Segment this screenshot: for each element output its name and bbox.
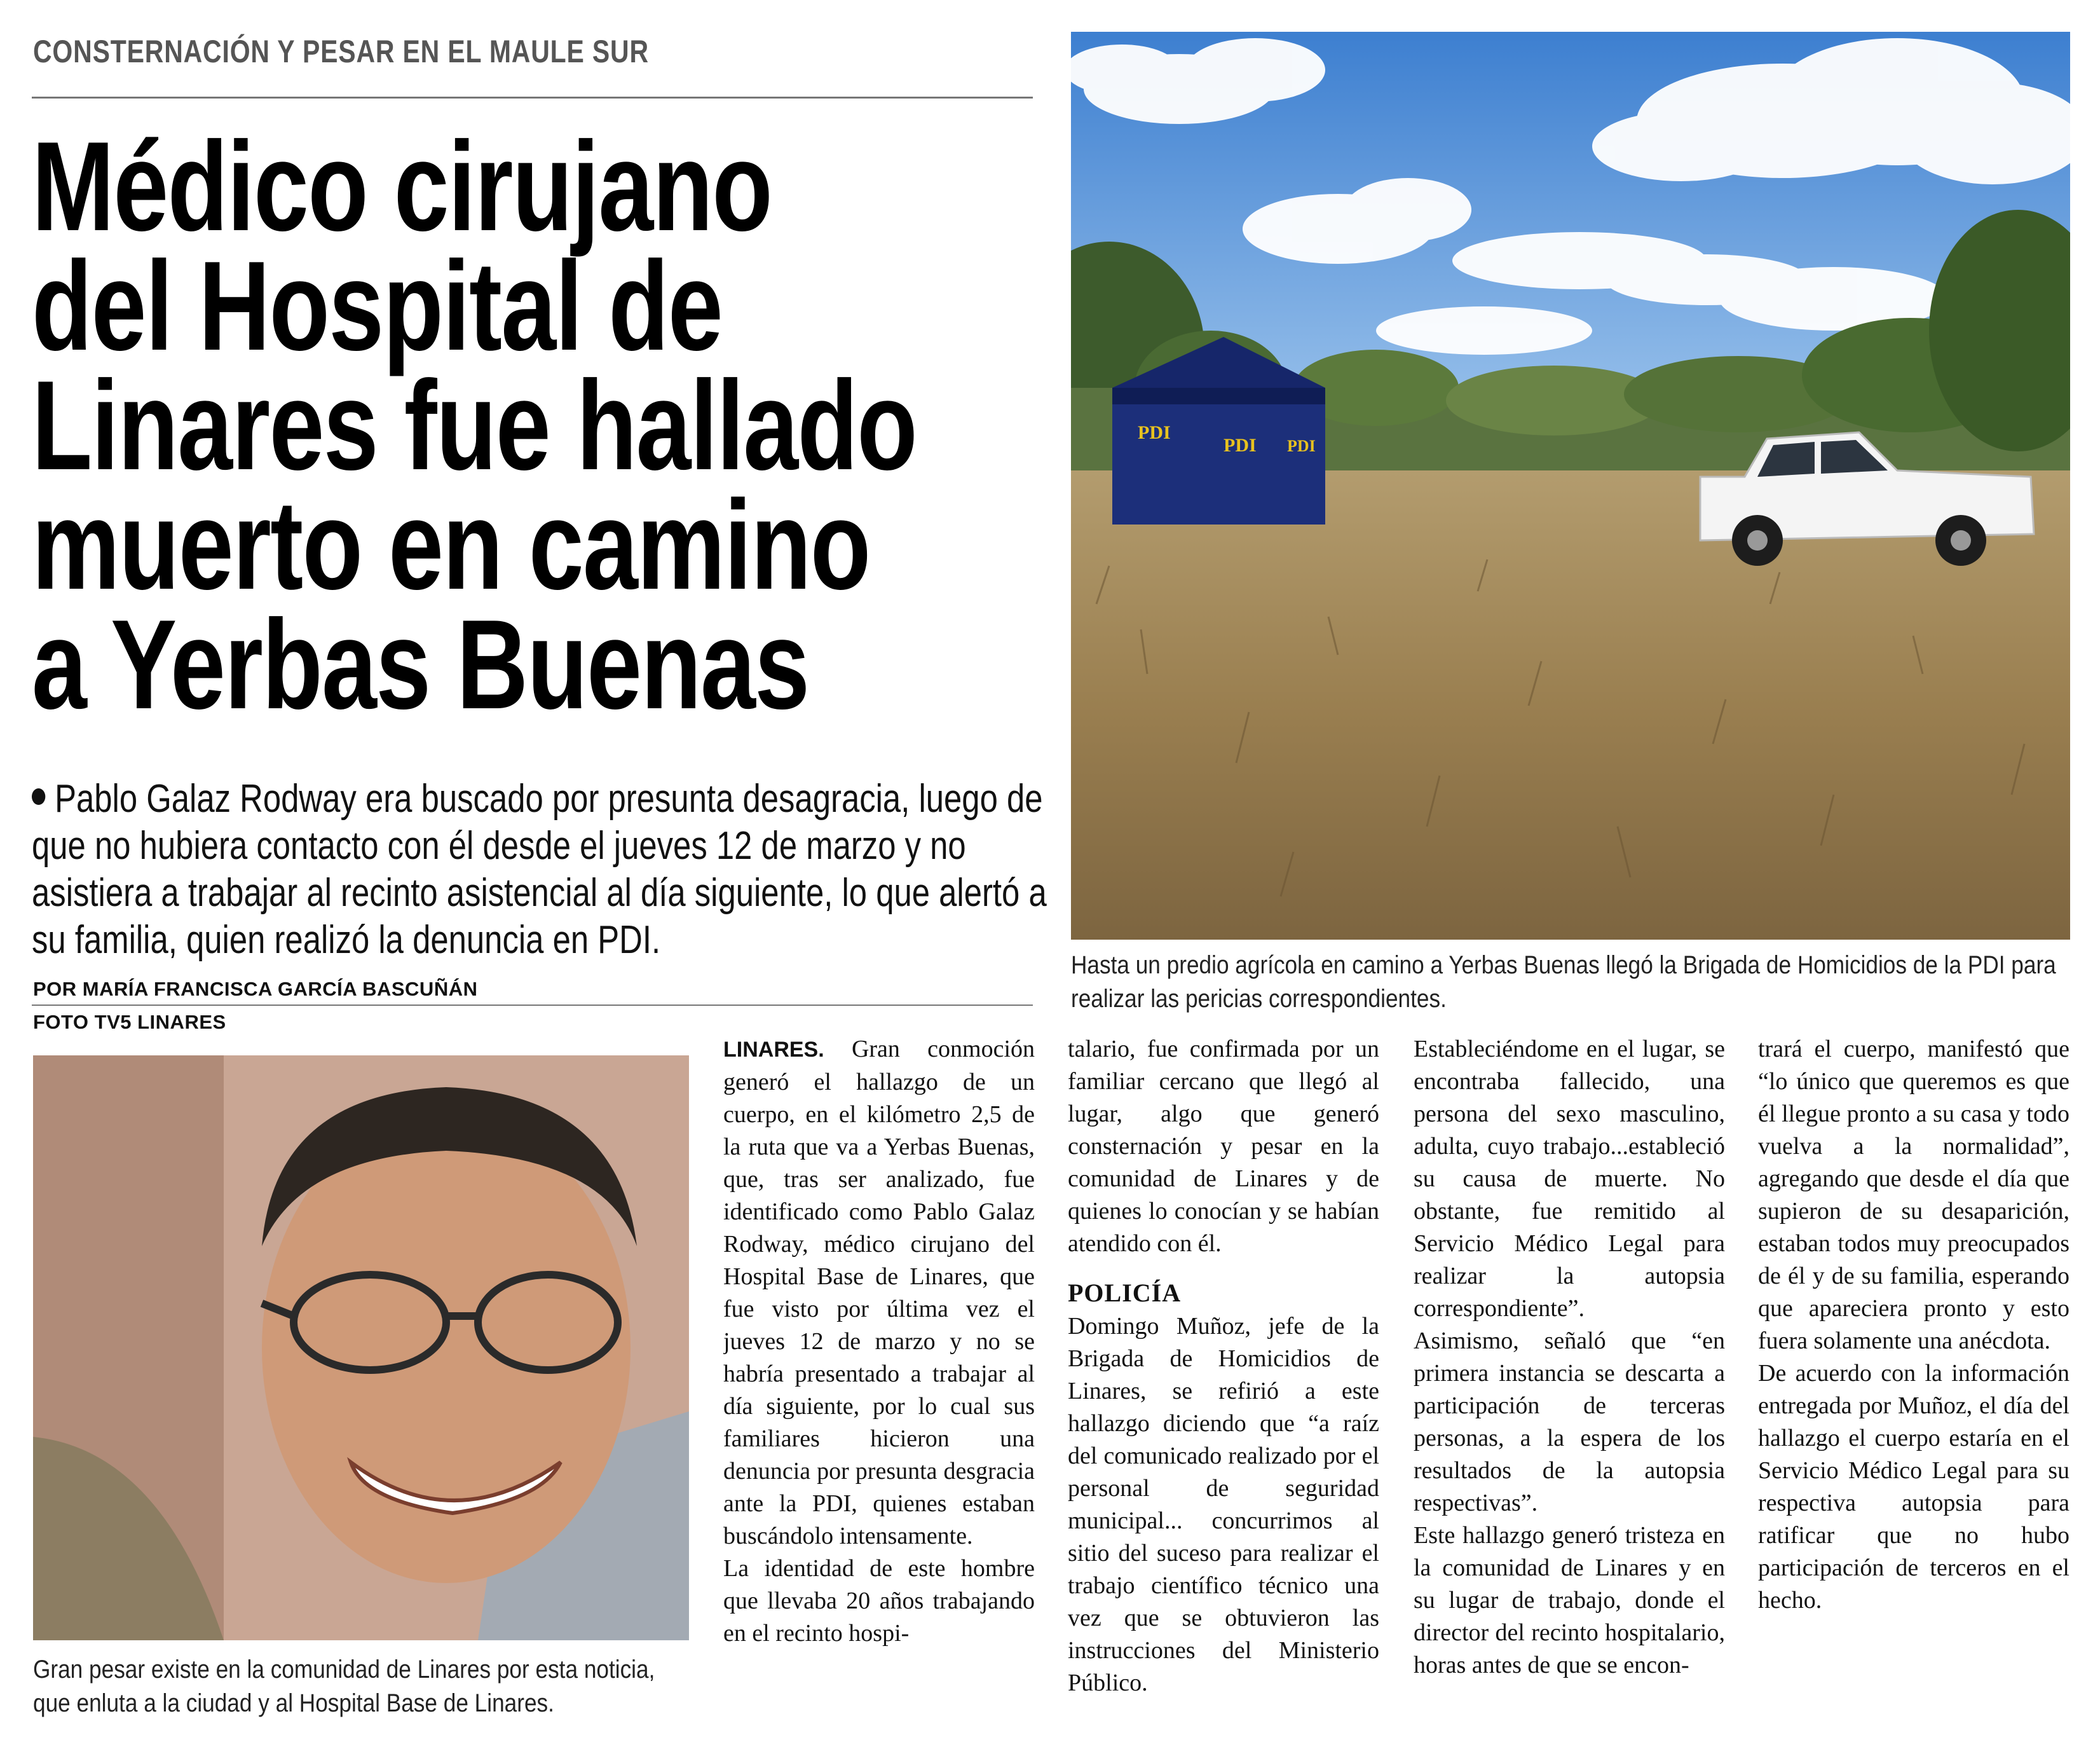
body-paragraph: Este hallazgo generó tristeza en la comunidad de Linares y en su lugar de trabajo, donde el director del recinto hospitalario, horas antes de que se encon- [1414, 1522, 1725, 1678]
headline-line: del Hospital de [32, 235, 723, 377]
bullet-icon [32, 788, 45, 805]
top-photo [1071, 32, 2070, 940]
top-photo-caption: Hasta un predio agrícola en camino a Yerbas Buenas llegó la Brigada de Homicidios de la PDI para realizar las pericias correspondientes. [1071, 951, 2056, 1013]
headline [32, 116, 917, 736]
deck-text: Pablo Galaz Rodway era buscado por presunta desagracia, luego de que no hubiera contacto con él desde el jueves 12 de marzo y no asistiera a trabajar al recinto asistencial al día siguiente, lo que alertó a su familia, quien realizó la denuncia en PDI. [32, 777, 1047, 962]
headline-line: muerto en camino [32, 474, 870, 616]
body-paragraph: Asimismo, señaló que “en primera instancia se descarta a participación de terceras personas, a la espera de los resultados de la autopsia respectivas”. [1414, 1327, 1725, 1516]
body-paragraph: Domingo Muñoz, jefe de la Brigada de Homicidios de Linares, se refirió a este hallazgo diciendo que “a raíz del comunicado realizado por el personal de seguridad municipal... concurrimos al sitio del suceso para realizar el trabajo científico técnico una vez que se obtuvieron las instrucciones del Ministerio Público. [1068, 1313, 1379, 1696]
paragraph-text: Gran conmoción generó el hallazgo de un cuerpo, en el kilómetro 2,5 de la ruta que va a Yerbas Buenas, que, tras ser analizado, fue identificado como Pablo Galaz Rodway, médico cirujano del Hospital Base de Linares, que fue visto por última vez el jueves 12 de marzo y no se habría presentado a trabajar al día siguiente, por lo cual sus familiares hicieron una denuncia por presunta desgracia ante la PDI, quienes estaban buscándolo intensamente. [723, 1036, 1035, 1549]
pdi-tent-label: PDI [1287, 437, 1316, 455]
body-paragraph: Estableciéndome en el lugar, se encontraba fallecido, una persona del sexo masculino, adulta, cuyo trabajo...estableció su causa de muerte. No obstante, fue remitido al Servicio Médico Legal para realizar la autopsia correspondiente”. [1414, 1036, 1725, 1322]
body-paragraph: La identidad de este hombre que llevaba 20 años trabajando en el recinto hospi- [723, 1555, 1035, 1647]
byline-rule [32, 1005, 1033, 1006]
byline: POR MARÍA FRANCISCA GARCÍA BASCUÑÁN [33, 978, 478, 1000]
dateline: LINARES. [723, 1038, 824, 1062]
kicker-rule [32, 97, 1033, 99]
body-paragraph [723, 1033, 1035, 1553]
body-column-2 [1068, 1033, 1379, 1720]
body-column-3 [1414, 1033, 1725, 1720]
body-paragraph: trará el cuerpo, manifestó que “lo único que queremos es que él llegue pronto a su casa y todo vuelva a la normalidad”, agregando que desde el día que supieron de su desaparición, estaban todos muy preocupados de él y de su familia, esperando que apareciera pronto y esto fuera solamente una anécdota. [1758, 1036, 2069, 1354]
subhead: POLICÍA [1068, 1279, 1182, 1307]
field-scene-illustration [1071, 32, 2070, 940]
headline-line: Linares fue hallado [32, 355, 917, 497]
portrait-illustration [33, 1055, 689, 1640]
pdi-tent-label: PDI [1224, 435, 1257, 456]
body-column-4 [1758, 1033, 2069, 1720]
portrait-caption: Gran pesar existe en la comunidad de Linares por esta noticia, que enluta a la ciudad y al Hospital Base de Linares. [33, 1656, 655, 1717]
body-column-1 [723, 1033, 1035, 1720]
portrait-photo [33, 1055, 689, 1640]
deck [32, 776, 1053, 964]
body-paragraph: talario, fue confirmada por un familiar cercano que llegó al lugar, algo que generó consternación y pesar en la comunidad de Linares y de quienes lo conocían y se habían atendido con él. [1068, 1036, 1379, 1257]
headline-line: a Yerbas Buenas [32, 594, 809, 736]
body-paragraph: De acuerdo con la información entregada por Muñoz, el día del hallazgo el cuerpo estaría en el Servicio Médico Legal para su respectiva autopsia para ratificar que no hubo participación de terceros en el hecho. [1758, 1360, 2069, 1614]
headline-line: Médico cirujano [32, 116, 772, 257]
photo-credit: FOTO TV5 LINARES [33, 1011, 226, 1033]
pdi-tent-label: PDI [1138, 422, 1171, 443]
section-kicker: CONSTERNACIÓN Y PESAR EN EL MAULE SUR [33, 34, 649, 69]
